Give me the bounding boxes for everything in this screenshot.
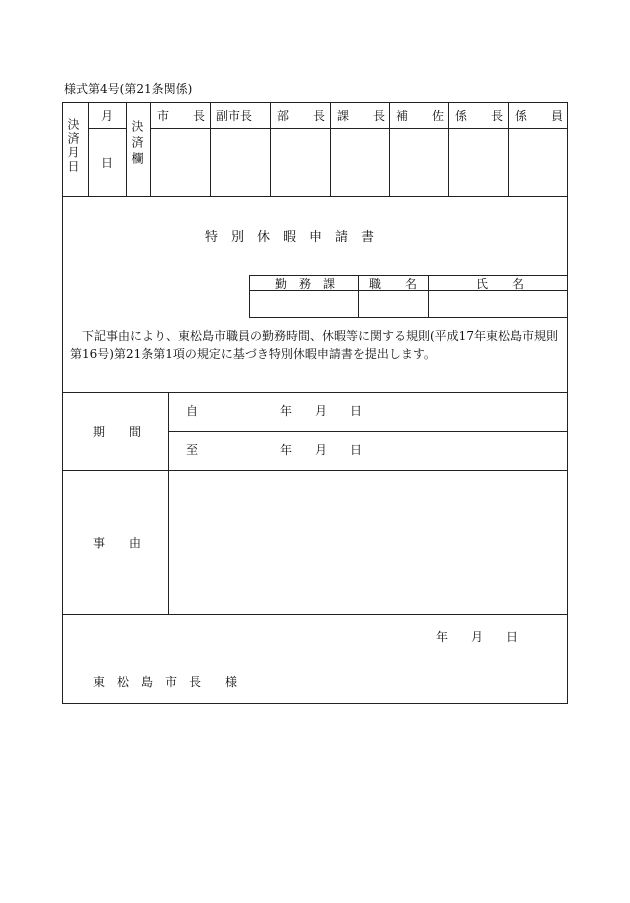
- approval-bottom-line: [62, 196, 568, 197]
- period-bottom-line: [62, 470, 568, 471]
- to-label: 至: [186, 443, 199, 457]
- role-section-head: 課 長: [337, 109, 386, 123]
- to-year-label: 年: [280, 443, 293, 457]
- decision-date-label: 決済月日: [66, 118, 80, 174]
- header-position: 職 名: [369, 277, 418, 291]
- role-mayor: 市 長: [157, 109, 206, 123]
- role-staff: 係 員: [515, 109, 564, 123]
- roles-header-divider: [150, 128, 568, 129]
- day-label: 日: [101, 156, 114, 170]
- period-mid-line: [168, 431, 568, 432]
- month-day-divider: [88, 128, 126, 129]
- period-top-line: [62, 392, 568, 393]
- from-label: 自: [186, 404, 199, 418]
- reason-field[interactable]: [176, 480, 560, 606]
- request-statement: 下記事由により、東松島市職員の勤務時間、休暇等に関する規則(平成17年東松島市規則第16号)第21条第1項の規定に基づき特別休暇申請書を提出します。: [70, 329, 558, 361]
- header-name: 氏 名: [476, 277, 525, 291]
- department-field[interactable]: [253, 298, 353, 312]
- role-deputy-mayor: 副市長: [216, 109, 253, 123]
- form-label: 様式第4号(第21条関係): [64, 82, 193, 96]
- from-day-label: 日: [350, 404, 363, 418]
- footer-month-label: 月: [471, 630, 484, 644]
- to-month-label: 月: [315, 443, 328, 457]
- reason-bottom-line: [62, 614, 568, 615]
- decision-column-label: 決済欄: [130, 120, 144, 168]
- footer-day-label: 日: [506, 630, 519, 644]
- addressee: 東 松 島 市 長 様: [93, 675, 238, 689]
- from-year-label: 年: [280, 404, 293, 418]
- from-month-label: 月: [315, 404, 328, 418]
- footer-year-label: 年: [436, 630, 449, 644]
- role-assistant: 補 佐: [396, 109, 445, 123]
- month-label: 月: [101, 109, 114, 123]
- position-field[interactable]: [362, 298, 424, 312]
- header-department: 勤 務 課: [275, 277, 336, 291]
- role-chief: 係 長: [455, 109, 504, 123]
- reason-label: 事 由: [93, 536, 142, 550]
- to-day-label: 日: [350, 443, 363, 457]
- page-title: 特 別 休 暇 申 請 書: [205, 230, 375, 245]
- role-department-head: 部 長: [277, 109, 326, 123]
- name-field[interactable]: [432, 298, 562, 312]
- period-label: 期 間: [93, 425, 142, 439]
